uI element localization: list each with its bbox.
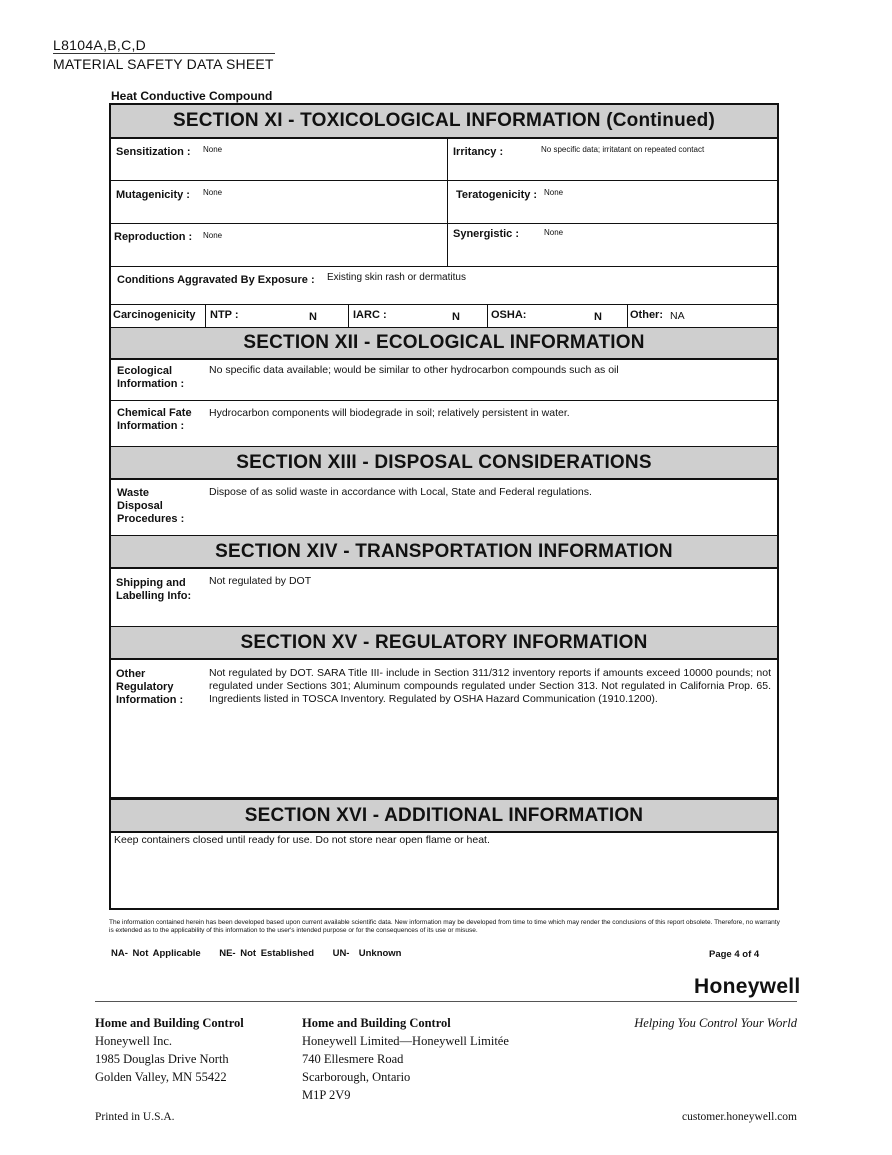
iarc-value: N [452, 311, 460, 323]
section-14-header [111, 536, 777, 569]
ntp-label: NTP : [210, 309, 239, 321]
other-label: Other: [630, 309, 663, 321]
us-address-line: 1985 Douglas Drive North [95, 1052, 229, 1066]
website-link[interactable]: customer.honeywell.com [682, 1111, 797, 1123]
document-model-number: L8104A,B,C,D [53, 37, 147, 53]
osha-label: OSHA: [491, 309, 527, 321]
synergistic-value: None [544, 228, 564, 237]
regulatory-label: Other Regulatory Information : [116, 668, 184, 706]
ecological-label: Ecological Information : [117, 365, 185, 390]
canada-address-line: M1P 2V9 [302, 1088, 351, 1102]
osha-value: N [594, 311, 602, 323]
canada-address-line: Honeywell Limited—Honeywell Limitée [302, 1034, 509, 1048]
carc-divider-4 [627, 305, 628, 327]
us-address-heading: Home and Building Control [95, 1016, 244, 1030]
ntp-value: N [309, 311, 317, 323]
section-16-title: SECTION XVI - ADDITIONAL INFORMATION [244, 804, 644, 826]
section-15-header [111, 627, 777, 660]
abbreviation-legend: NA- Not Applicable NE- Not Established UN- Unknown [111, 948, 402, 959]
section-12-title: SECTION XII - ECOLOGICAL INFORMATION [243, 332, 645, 353]
sensitization-label: Sensitization : [116, 146, 191, 158]
ecological-value: No specific data available; would be similar to other hydrocarbon compounds such as oil [209, 364, 619, 376]
additional-info-text: Keep containers closed until ready for use. Do not store near open flame or heat. [114, 834, 490, 846]
conditions-label: Conditions Aggravated By Exposure : [117, 274, 315, 286]
section-13-header [111, 447, 777, 480]
slogan: Helping You Control Your World [634, 1016, 797, 1030]
section-15-title: SECTION XV - REGULATORY INFORMATION [240, 631, 648, 653]
canada-address-heading: Home and Building Control [302, 1016, 451, 1030]
mutagenicity-label: Mutagenicity : [116, 189, 190, 201]
row-sensitization [111, 137, 777, 181]
section-12-header [111, 328, 777, 360]
conditions-value: Existing skin rash or dermatitus [327, 272, 466, 283]
other-value: NA [670, 310, 685, 322]
waste-disposal-value: Dispose of as solid waste in accordance with Local, State and Federal regulations. [209, 486, 592, 498]
chemical-fate-label: Chemical Fate Information : [117, 407, 192, 432]
footer-divider [95, 1001, 797, 1002]
printed-in: Printed in U.S.A. [95, 1111, 175, 1123]
section-16-header [111, 798, 777, 833]
waste-disposal-label: Waste Disposal Procedures : [117, 487, 185, 525]
carc-divider-3 [487, 305, 488, 327]
col-divider [447, 137, 448, 267]
section-11-title: SECTION XI - TOXICOLOGICAL INFORMATION (Continued) [173, 110, 715, 131]
msds-form [109, 103, 779, 910]
carc-divider-2 [348, 305, 349, 327]
shipping-value: Not regulated by DOT [209, 575, 312, 587]
teratogenicity-label: Teratogenicity : [456, 189, 538, 201]
reproduction-label: Reproduction : [114, 231, 193, 243]
chemical-fate-value: Hydrocarbon components will biodegrade in soil; relatively persistent in water. [209, 407, 570, 419]
canada-address [302, 1014, 509, 1104]
carcinogenicity-label: Carcinogenicity [113, 309, 196, 321]
us-address-line: Honeywell Inc. [95, 1034, 173, 1048]
carc-divider-1 [205, 305, 206, 327]
section-13-title: SECTION XIII - DISPOSAL CONSIDERATIONS [236, 451, 652, 473]
header-divider [53, 53, 275, 54]
synergistic-label: Synergistic : [453, 228, 520, 240]
reproduction-value: None [203, 231, 223, 240]
section-11-header [111, 105, 777, 139]
honeywell-logo: Honeywell [694, 975, 801, 998]
mutagenicity-value: None [203, 188, 223, 197]
us-address-line: Golden Valley, MN 55422 [95, 1070, 227, 1084]
document-title: MATERIAL SAFETY DATA SHEET [53, 56, 274, 72]
sensitization-value: None [203, 145, 223, 154]
iarc-label: IARC : [353, 309, 387, 321]
shipping-label: Shipping and Labelling Info: [116, 577, 192, 602]
us-address [95, 1014, 244, 1086]
irritancy-label: Irritancy : [453, 146, 504, 158]
canada-address-line: Scarborough, Ontario [302, 1070, 411, 1084]
irritancy-value: No specific data; irritatant on repeated contact [541, 145, 705, 154]
page-number: Page 4 of 4 [709, 949, 760, 960]
product-name: Heat Conductive Compound [111, 89, 273, 103]
teratogenicity-value: None [544, 188, 564, 197]
disclaimer: The information contained herein has been developed based upon current available scientific data. New information may be developed from time to time which may render the conclusions of this report obsolete. Therefore, no warranty is extended as to the applicability of this information to the user's intended purpose or for the consequences of its use or misuse. [109, 919, 780, 934]
regulatory-value: Not regulated by DOT. SARA Title III- include in Section 311/312 inventory reports if amounts exceed 10000 pounds; not regulated under Sections 301; Aluminum compounds regulated under Section 313. Not regulated in California Prop. 65. Ingredients listed in TOSCA Inventory. Regulated by OSHA Hazard Communication (1910.1200). [209, 667, 771, 705]
section-14-title: SECTION XIV - TRANSPORTATION INFORMATION [215, 540, 673, 562]
canada-address-line: 740 Ellesmere Road [302, 1052, 404, 1066]
